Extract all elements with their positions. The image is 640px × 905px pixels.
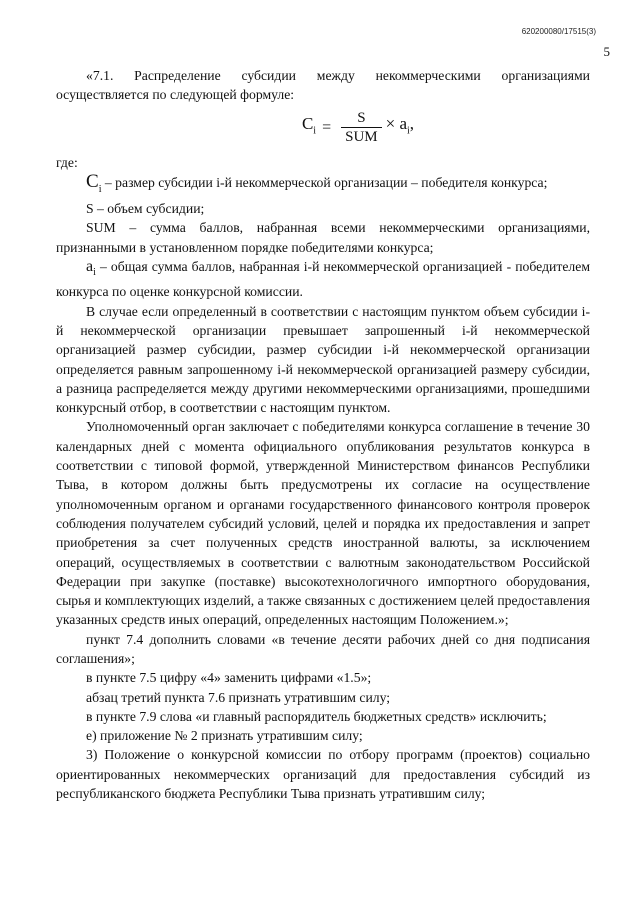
definition-s: S – объем субсидии; <box>86 200 205 216</box>
body-text <box>56 66 590 803</box>
paragraph-7-9: в пункте 7.9 слова «и главный распорядитель бюджетных средств» исключить; <box>86 708 547 724</box>
where-label: где: <box>56 154 78 170</box>
formula-equals: = <box>322 118 332 136</box>
paragraph-7-6: абзац третий пункта 7.6 признать утратившим силу; <box>86 689 391 705</box>
ai-symbol: $a_i$ <box>86 257 96 279</box>
formula-numerator: S <box>357 110 366 127</box>
formula-fraction <box>341 109 382 146</box>
ci-symbol: $C_i$ <box>86 170 102 195</box>
formula-multiplier: × $a_i$, <box>385 114 415 137</box>
paragraph-e: е) приложение № 2 признать утратившим силу; <box>86 728 363 744</box>
paragraph-3: 3) Положение о конкурсной комиссии по отбору программ (проектов) социально ориентированных некоммерческих организаций для предоставления субсидий из республиканского бюджета Республики Тыва признать утратившим силу; <box>56 747 590 802</box>
document-id: 620200080/17515(3) <box>521 27 596 36</box>
subsidy-formula <box>126 107 590 149</box>
definition-sum: SUM – сумма баллов, набранная всеми некоммерческими организациями, признанными в установленном порядке победителями конкурса; <box>56 220 590 255</box>
definition-ai: $a_i$ – общая сумма баллов, набранная i-й некоммерческой организацией - победителем конкурса по оценке конкурсной комиссии. <box>56 257 590 300</box>
paragraph-agreement: Уполномоченный орган заключает с победителями конкурса соглашение в течение 30 календарных дней с момента официального опубликования результатов конкурса в соответствии с типовой формой, утвержденной Министерством финансов Республики Тыва, в котором должны быть предусмотрены их согласие на осуществление уполномоченным органом и органами государственного финансового контроля проверок соблюдения получателем субсидий условий, целей и порядка их предоставления и запрет приобретения за счет полученных средств иностранной валюты, за исключением операций, осуществляемых в соответствии с валютным законодательством Российской Федерации при закупке (поставке) высокотехнологичного импортного оборудования, сырья и комплектующих изделий, а также связанных с достижением целей предоставления указанных средств иных операций, определенных настоящим Положением.»; <box>56 419 590 628</box>
formula-lhs: $C_i$ <box>301 114 317 137</box>
paragraph-7-4: пункт 7.4 дополнить словами «в течение десяти рабочих дней со дня подписания соглашения»; <box>56 631 590 666</box>
paragraph-7-5: в пункте 7.5 цифру «4» заменить цифрами «1.5»; <box>86 670 372 686</box>
page-number: 5 <box>603 44 610 59</box>
formula-denominator: SUM <box>341 127 382 146</box>
definition-ci: $C_i$ – размер субсидии i-й некоммерческой организации – победителя конкурса; <box>86 170 548 195</box>
paragraph-excess-case: В случае если определенный в соответствии с настоящим пунктом объем субсидии i-й некоммерческой организации превышает запрошенный i-й некоммерческой организацией размер субсидии, размер субсидии i-й некоммерческой организации определяется равным запрошенному i-й некоммерческой организацией размеру субсидии, а разница распределяется между другими некоммерческими организациями, прошедшими конкурсный отбор, в соответствии с настоящим пунктом. <box>56 303 590 416</box>
paragraph-7-1: «7.1. Распределение субсидии между некоммерческими организациями осуществляется по следующей формуле: <box>56 68 590 103</box>
